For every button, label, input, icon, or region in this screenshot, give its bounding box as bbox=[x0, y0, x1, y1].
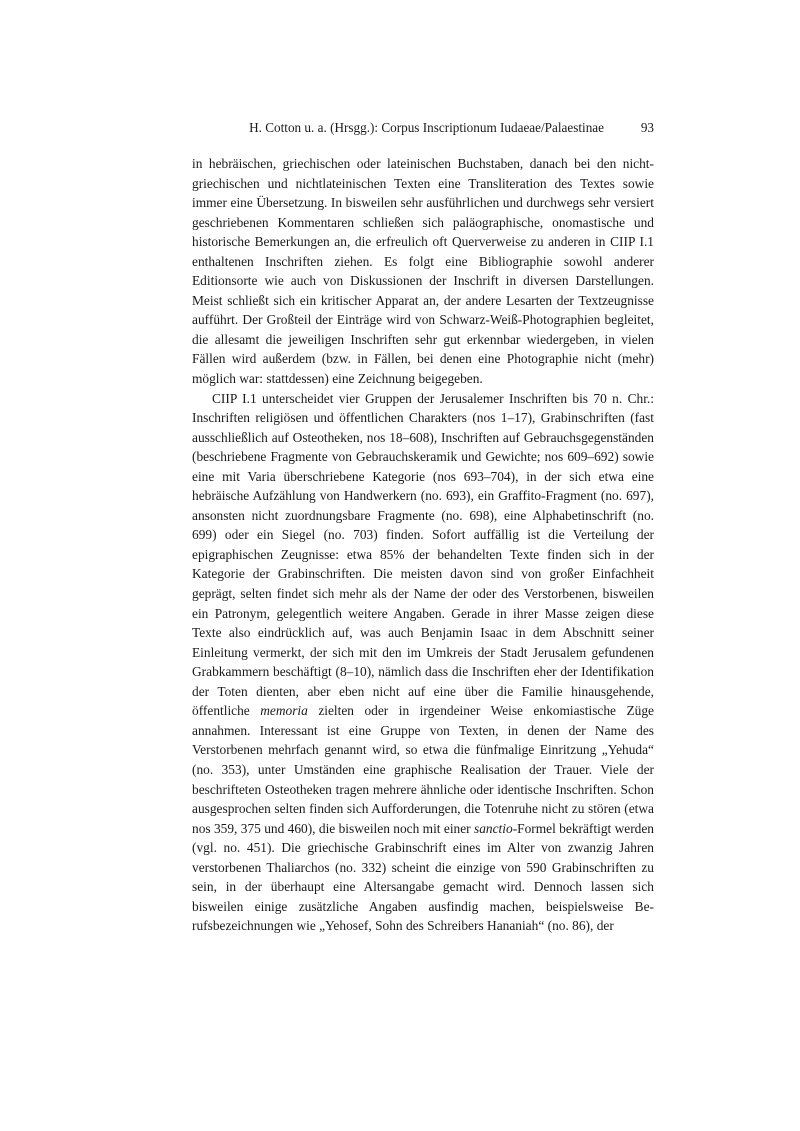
paragraph-2-part-b: zielten oder in irgendeiner Weise enkomiastische Züge annahmen. Interessant ist eine Gruppe von Texten, in denen der Name des Verstorbenen mehrfach genannt wird, so etwa die fünfmalige Einritzung „Yehuda“ (no. 353), unter Umständen eine graphische Realisation der Trauer. Viele der beschrifteten Osteotheken tragen mehrere ähnliche oder identische Inschriften. Schon ausgesprochen selten finden sich Aufforderungen, die Totenruhe nicht zu stören (etwa nos 359, 375 und 460), die bisweilen noch mit einer bbox=[192, 703, 654, 836]
page-number: 93 bbox=[640, 120, 654, 135]
paragraph-2 bbox=[192, 389, 654, 936]
paragraph-2-part-c: -Formel bekräftigt werden (vgl. no. 451). Die griechische Grabinschrift eines im Alter von zwanzig Jahren verstorbenen Thaliarchos (no. 332) scheint die einzige von 590 Grabinschriften zu sein, in der überhaupt eine Altersangabe gemacht wird. Dennoch lassen sich bisweilen einige zusätzliche Angaben ausfindig machen, beispielsweise Berufsbezeichnungen wie „Yehosef, Sohn des Schreibers Hananiah“ (no. 86), der bbox=[192, 820, 655, 934]
paragraph-2-part-a: CIIP I.1 unterscheidet vier Gruppen der Jerusalemer Inschriften bis 70 n. Chr.: Inschriften religiösen und öffentlichen Charakters (nos 1–17), Grabinschriften (fast ausschließlich auf Osteotheken, nos 18–608), Inschriften auf Gebrauchsgegenständen (beschriebene Fragmente von Gebrauchskeramik und Gewichte; nos 609–692) sowie eine mit Varia überschriebene Kategorie (nos 693–704), in der sich etwa eine hebräische Aufzählung von Handwerkern (no. 693), ein Graffito-Fragment (no. 697), ansonsten nicht zuordnungsbare Fragmente (no. 698), eine Alphabetinschrift (no. 699) oder ein Siegel (no. 703) finden. Sofort auffällig ist die Verteilung der epigraphischen Zeugnisse: etwa 85% der behandelten Texte finden sich in der Kategorie der Grabinschriften. Die meisten davon sind von großer Einfachheit geprägt, selten findet sich mehr als der Name der oder des Verstorbenen, bisweilen ein Patronym, gelegentlich weitere Angaben. Gerade in ihrer Masse zeigen diese Texte also eindrücklich auf, was auch Benjamin Isaac in dem Abschnitt seiner Einleitung vermerkt, der sich mit den im Umkreis der Stadt Jerusalem gefundenen Grabkammern beschäftigt (8–10), nämlich dass die Inschriften eher der Identifikation der Toten dienten, aber eben nicht auf eine über die Familie hinausgehende, öffentliche bbox=[192, 390, 654, 719]
running-head bbox=[192, 118, 654, 138]
italic-term-memoria: memoria bbox=[260, 703, 308, 719]
paragraph-1: in hebräischen, griechischen oder lateinischen Buchstaben, danach bei den nichtgriechischen und nichtlateinischen Texten eine Transliteration des Textes sowie immer eine Übersetzung. In bisweilen sehr ausführlichen und durchwegs sehr versiert geschriebenen Kommentaren schließen sich paläographische, onomastische und historische Bemerkungen an, die erfreulich oft Querverweise zu anderen in CIIP I.1 enthaltenen Inschriften ziehen. Es folgt eine Bibliographie sowohl anderer Editionsorte wie auch von Diskussionen der Inschrift in diversen Darstellungen. Meist schließt sich ein kritischer Apparat an, der andere Lesarten der Textzeugnisse aufführt. Der Großteil der Einträge wird von Schwarz-Weiß-Photographien begleitet, die allesamt die jeweiligen Inschriften sehr gut erkennbar wiedergeben, in vielen Fällen wird außerdem (bzw. in Fällen, bei denen eine Photographie nicht (mehr) möglich war: stattdessen) eine Zeichnung beigegeben. bbox=[192, 156, 654, 387]
body-text bbox=[192, 154, 654, 936]
italic-term-sanctio: sanctio bbox=[474, 820, 513, 836]
running-title: H. Cotton u. a. (Hrsgg.): Corpus Inscriptionum Iudaeae/Palaestinae bbox=[249, 120, 604, 135]
